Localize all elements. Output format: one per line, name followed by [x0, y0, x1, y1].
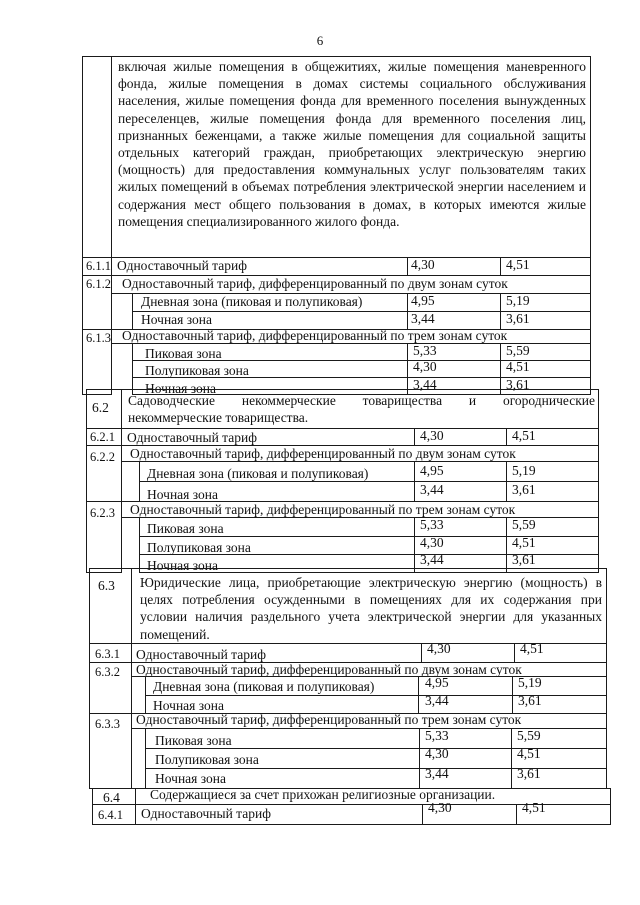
zone-value-1: 4,95 [420, 463, 444, 478]
zone-value-1: 3,44 [425, 766, 449, 781]
zone-value-2: 3,61 [512, 482, 536, 497]
zone-value-2: 3,61 [506, 377, 530, 392]
zone-label: Ночная зона [153, 698, 224, 713]
zone-value-1: 3,44 [411, 311, 435, 326]
zone-value-2: 5,19 [518, 675, 542, 690]
tariff-label: Одноставочный тариф [141, 806, 271, 821]
zone-value-2: 4,51 [517, 746, 541, 761]
zone-value-1: 4,30 [413, 359, 437, 374]
zone-value-2: 5,59 [517, 728, 541, 743]
tariff-value-1: 4,30 [411, 257, 435, 272]
tariff-label: Одноставочный тариф [127, 430, 257, 445]
zone-value-2: 3,61 [506, 311, 530, 326]
section-number: 6.2 [92, 400, 109, 415]
zone-label: Ночная зона [147, 487, 218, 502]
section-title: Юридические лица, приобретающие электрическую энергию (мощность) в целях потребления осужденными в помещениях для их содержания при условии наличия раздельного учета электрической энергии для указанных помещений. [140, 575, 602, 642]
tariff-label: Одноставочный тариф [117, 258, 247, 273]
section-title: Содержащиеся за счет прихожан религиозные организации. [150, 787, 496, 802]
zone-label: Дневная зона (пиковая и полупиковая) [153, 679, 375, 694]
zone-value-2: 3,61 [517, 766, 541, 781]
zone-value-1: 3,44 [425, 693, 449, 708]
zone-value-1: 4,30 [425, 746, 449, 761]
row-number: 6.3.2 [95, 665, 120, 679]
zone-label: Дневная зона (пиковая и полупиковая) [141, 294, 363, 309]
zone-value-1: 4,95 [425, 675, 449, 690]
row-number: 6.2.3 [90, 506, 115, 520]
zone-label: Ночная зона [141, 312, 212, 327]
page-number: 6 [316, 33, 324, 48]
row-number: 6.4.1 [98, 808, 123, 822]
zone-value-2: 3,61 [518, 693, 542, 708]
tariff-label: Одноставочный тариф, дифференцированный по трем зонам суток [130, 502, 516, 517]
zone-value-1: 5,33 [420, 517, 444, 532]
intro-number-cell [82, 56, 112, 258]
zone-label: Ночная зона [145, 381, 216, 396]
zone-label: Полупиковая зона [155, 752, 259, 767]
zone-value-1: 4,95 [411, 293, 435, 308]
tariff-value-2: 4,51 [512, 428, 536, 443]
zone-label: Пиковая зона [155, 733, 232, 748]
zone-value-1: 5,33 [425, 728, 449, 743]
row-number: 6.3.1 [95, 647, 120, 661]
tariff-label: Одноставочный тариф, дифференцированный по трем зонам суток [136, 712, 522, 727]
tariff-value-1: 4,30 [420, 428, 444, 443]
tariff-label: Одноставочный тариф, дифференцированный по двум зонам суток [130, 446, 516, 461]
zone-value-1: 3,44 [413, 377, 437, 392]
zone-value-1: 5,33 [413, 343, 437, 358]
zone-value-2: 5,19 [512, 463, 536, 478]
zone-label: Полупиковая зона [145, 363, 249, 378]
row-number: 6.1.3 [86, 331, 111, 345]
zone-label: Ночная зона [147, 558, 218, 573]
section-number: 6.4 [103, 790, 120, 805]
tariff-value-2: 4,51 [520, 641, 544, 656]
tariff-label: Одноставочный тариф, дифференцированный по трем зонам суток [122, 328, 508, 343]
row-number: 6.1.2 [86, 277, 111, 291]
tariff-value-2: 4,51 [506, 257, 530, 272]
row-number: 6.1.1 [86, 259, 111, 273]
intro-text: включая жилые помещения в общежитиях, жилые помещения маневренного фонда, жилые помещения в домах системы социального обслуживания населения, жилые помещения фонда для временного поселения вынужденных переселенцев, жилые помещения фонда для временного поселения лиц, признанных беженцами, а также жилые помещения для социальной защиты отдельных категорий граждан, приобретающих электрическую энергию (мощность) для предоставления коммунальных услуг пользователям таких жилых помещений в объемах потребления электрической энергии населением и содержания мест общего пользования в домах, в которых имеются жилые помещения специализированного жилого фонда. [118, 59, 586, 229]
section-number: 6.3 [98, 578, 115, 593]
zone-label: Дневная зона (пиковая и полупиковая) [147, 466, 369, 481]
tariff-value-1: 4,30 [428, 800, 452, 815]
row-number: 6.3.3 [95, 717, 120, 731]
zone-value-2: 5,19 [506, 293, 530, 308]
zone-label: Пиковая зона [145, 346, 222, 361]
zone-value-2: 4,51 [506, 359, 530, 374]
zone-value-2: 5,59 [512, 517, 536, 532]
tariff-value-1: 4,30 [427, 641, 451, 656]
section-title: Садоводческие некоммерческие товарищества и огороднические некоммерческие товарищества. [128, 393, 595, 426]
row-number: 6.2.1 [90, 430, 115, 444]
zone-label: Пиковая зона [147, 521, 224, 536]
zone-label: Полупиковая зона [147, 540, 251, 555]
tariff-value-2: 4,51 [522, 800, 546, 815]
zone-value-1: 3,44 [420, 482, 444, 497]
tariff-label: Одноставочный тариф [136, 647, 266, 662]
zone-value-2: 4,51 [512, 535, 536, 550]
tariff-label: Одноставочный тариф, дифференцированный по двум зонам суток [122, 276, 508, 291]
zone-label: Ночная зона [155, 771, 226, 786]
zone-value-1: 4,30 [420, 535, 444, 550]
zone-value-2: 5,59 [506, 343, 530, 358]
row-number: 6.2.2 [90, 450, 115, 464]
zone-value-2: 3,61 [512, 552, 536, 567]
tariff-label: Одноставочный тариф, дифференцированный по двум зонам суток [136, 662, 522, 677]
zone-value-1: 3,44 [420, 552, 444, 567]
